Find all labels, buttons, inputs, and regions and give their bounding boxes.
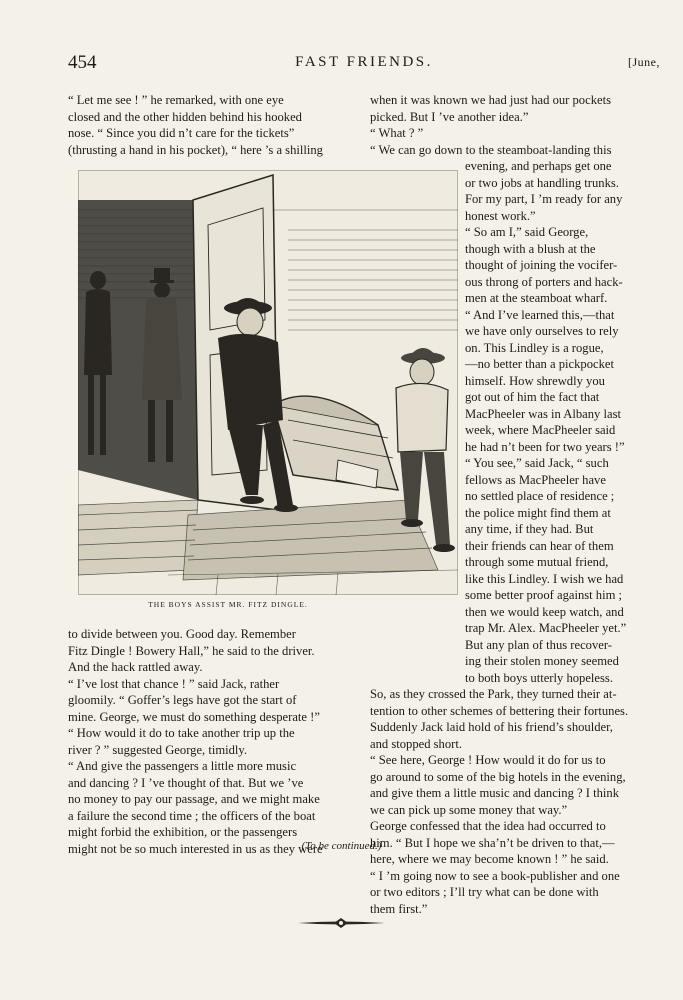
text-line: or two editors ; I’ll try what can be done with [370,885,599,899]
text-line: “ What ? ” [370,126,424,140]
text-line: “ How would it do to take another trip up the [68,726,295,740]
text-line: then we would keep watch, and [465,604,624,619]
text-line: But any plan of thus recover- [465,637,612,652]
text-line: a failure the second time ; the officers of the boat [68,808,316,823]
text-line: picked. But I ’ve another idea.” [370,109,529,124]
text-line: like this Lindley. I wish we had [465,571,624,586]
text-line: himself. How shrewdly you [465,373,605,388]
text-line: through some mutual friend, [465,555,609,569]
text-line: evening, and perhaps get one [465,159,612,173]
text-line: MacPheeler was in Albany last [465,406,621,421]
text-line: (thrusting a hand in his pocket), “ here ’s a shilling [68,142,323,157]
text-line: honest work.” [465,208,536,223]
text-line: closed and the other hidden behind his hooked [68,109,302,124]
text-line: For my part, I ’m ready for any [465,192,623,206]
text-line: week, where MacPheeler said [465,423,616,437]
text-line: tention to other schemes of bettering their fortunes. [370,703,629,718]
text-line: men at the steamboat wharf. [465,291,608,305]
text-line: “ I ’m going now to see a book-publisher and one [370,868,620,883]
text-line: George confessed that the idea had occurred to [370,819,606,833]
left-column-top [68,92,358,158]
text-line: gloomily. “ Goffer’s legs have got the start of [68,693,297,707]
left-column-bottom [68,626,358,857]
text-line: and give them a little music and dancing ? I think [370,786,620,800]
text-line: Fitz Dingle ! Bowery Hall,” he said to the driver. [68,643,315,658]
text-line: Suddenly Jack laid hold of his friend’s shoulder, [370,720,613,734]
text-line: “ So am I,” said George, [465,225,589,239]
text-line: got out of him the fact that [465,390,600,404]
text-line: “ You see,” said Jack, “ such [465,456,609,470]
text-line: trap Mr. Alex. MacPheeler yet.” [465,621,627,635]
to-be-continued: (To be continued.) [301,840,382,852]
page-number: 454 [68,52,97,73]
text-line: any time, if they had. But [465,522,594,536]
figure-caption: THE BOYS ASSIST MR. FITZ DINGLE. [148,600,308,609]
text-line: him. “ But I hope we sha’n’t be driven to that,— [370,835,615,850]
right-column-narrow [465,158,660,686]
text-line: “ I’ve lost that chance ! ” said Jack, rather [68,676,280,691]
text-line: And the hack rattled away. [68,660,203,674]
page-header [68,52,660,74]
text-line: “ Let me see ! ” he remarked, with one eye [68,93,284,107]
text-line: their friends can hear of them [465,538,614,553]
text-line: mine. George, we must do something desperate !” [68,709,320,724]
text-line: no settled place of residence ; [465,489,615,503]
text-line: ing their stolen money seemed [465,654,619,668]
text-line: and stopped short. [370,736,462,751]
text-line: ous throng of porters and hack- [465,274,623,289]
right-column-top [370,92,660,158]
running-title: FAST FRIENDS. [295,54,433,70]
text-line: “ And give the passengers a little more music [68,759,297,773]
text-line: no money to pay our passage, and we might make [68,792,320,806]
ornamental-rule [296,913,386,933]
text-line: though with a blush at the [465,241,596,256]
text-line: we have only ourselves to rely [465,324,619,338]
text-line: river ? ” suggested George, timidly. [68,742,248,757]
text-line: on. This Lindley is a rogue, [465,340,604,355]
text-line: So, as they crossed the Park, they turned their at- [370,687,617,701]
issue-month: [June, [628,55,660,69]
text-line: when it was known we had just had our pockets [370,93,611,107]
text-line: “ And I’ve learned this,—that [465,307,615,322]
text-line: the police might find them at [465,505,611,520]
text-line: we can pick up some money that way.” [370,802,568,817]
right-column-bottom [370,686,660,917]
text-line: to divide between you. Good day. Remember [68,627,296,641]
text-line: or two jobs at handling trunks. [465,175,619,190]
text-line: “ See here, George ! How would it do for us to [370,753,606,767]
text-line: might not be so much interested in us as they were [68,841,323,856]
text-line: some better proof against him ; [465,588,623,602]
text-line: fellows as MacPheeler have [465,472,606,487]
text-line: —no better than a pickpocket [465,357,614,371]
text-line: nose. “ Since you did n’t care for the tickets” [68,126,295,140]
text-line: thought of joining the vocifer- [465,258,618,272]
text-line: them first.” [370,901,428,916]
text-line: here, where we may become known ! ” he said. [370,852,609,866]
text-line: and dancing ? I ’ve thought of that. But we ’ve [68,775,304,790]
text-line: he had n’t been for two years !” [465,439,625,454]
text-line: “ We can go down to the steamboat-landing this [370,142,612,157]
text-line: might forbid the exhibition, or the passengers [68,825,298,839]
engraving-illustration [78,170,458,595]
text-line: go around to some of the big hotels in the evening, [370,769,626,784]
text-line: to both boys utterly hopeless. [465,670,613,685]
